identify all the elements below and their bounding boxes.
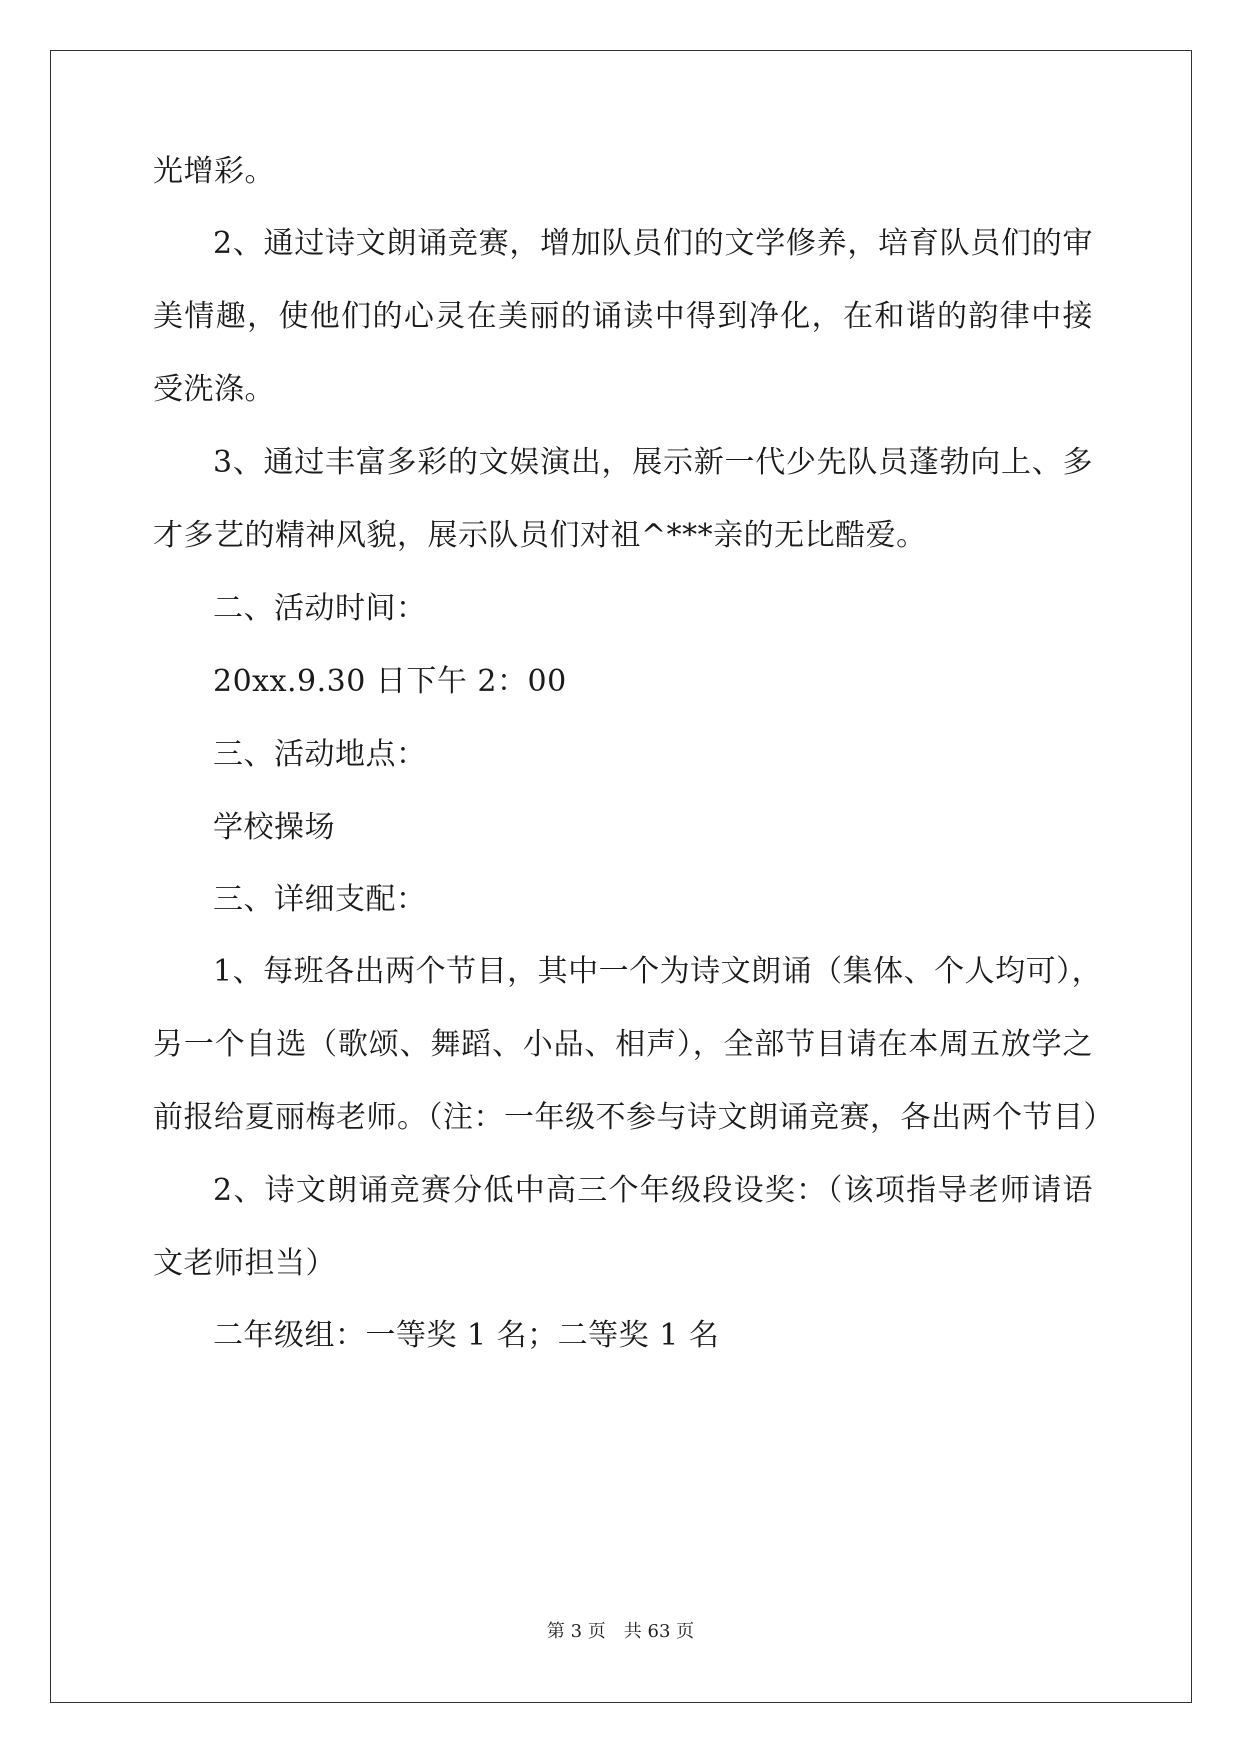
page-number-footer: 第 3 页 共 63 页 xyxy=(546,1621,695,1642)
text-line: 美情趣，使他们的心灵在美丽的诵读中得到净化，在和谐的韵律中接 xyxy=(153,299,1093,334)
text-line: 二年级组：一等奖 1 名；二等奖 1 名 xyxy=(213,1318,720,1353)
text-line: 才多艺的精神风貌，展示队员们对祖^***亲的无比酷爱。 xyxy=(153,518,927,553)
text-line: 2、通过诗文朗诵竞赛，增加队员们的文学修养，培育队员们的审 xyxy=(213,226,1093,261)
text-line: 3、通过丰富多彩的文娱演出，展示新一代少先队员蓬勃向上、多 xyxy=(213,445,1093,480)
text-line: 另一个自选（歌颂、舞蹈、小品、相声），全部节目请在本周五放学之 xyxy=(153,1027,1093,1062)
text-line: 文老师担当） xyxy=(153,1246,336,1281)
text-line: 1、每班各出两个节目，其中一个为诗文朗诵（集体、个人均可）， xyxy=(213,954,1103,989)
section-heading: 二、活动时间： xyxy=(213,591,427,626)
text-line: 20xx.9.30 日下午 2：00 xyxy=(213,664,567,699)
text-line: 前报给夏丽梅老师。（注：一年级不参与诗文朗诵竞赛，各出两个节目） xyxy=(153,1100,1114,1135)
text-line: 2、诗文朗诵竞赛分低中高三个年级段设奖：（该项指导老师请语 xyxy=(213,1173,1093,1208)
text-line: 学校操场 xyxy=(213,810,335,845)
text-line: 受洗涤。 xyxy=(153,372,275,407)
section-heading: 三、活动地点： xyxy=(213,737,427,772)
section-heading: 三、详细支配： xyxy=(213,882,427,917)
text-line: 光增彩。 xyxy=(153,154,275,189)
